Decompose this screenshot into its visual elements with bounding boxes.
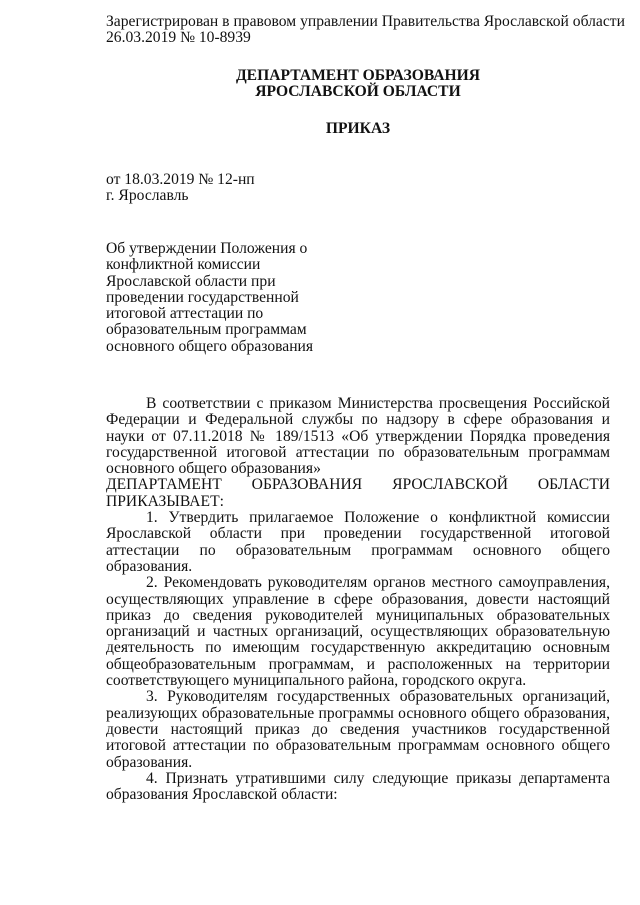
order-subject bbox=[106, 241, 336, 355]
order-item-2: 2. Рекомендовать руководителям органов местного самоуправления, осуществляющих управление в сфере образования, довести настоящий приказ до сведения руководителей муниципальных образовательных организаций и частных организаций, осуществляющих образовательную деятельность по имеющим государственную аккредитацию основным общеобразовательным программам, и расположенных на территории соответствующего муниципального района, городского округа. bbox=[106, 574, 610, 690]
order-city: г. Ярославль bbox=[106, 187, 189, 205]
registration-line-1: Зарегистрирован в правовом управлении Правительства Ярославской области bbox=[106, 13, 625, 30]
order-meta bbox=[106, 172, 255, 205]
department-line-1: ДЕПАРТАМЕНТ ОБРАЗОВАНИЯ bbox=[235, 67, 481, 84]
subject-line: Об утверждении Положения о bbox=[106, 240, 308, 257]
order-body bbox=[106, 396, 610, 803]
subject-line: проведении государственной bbox=[106, 288, 299, 306]
subject-line: конфликтной комиссии bbox=[106, 256, 261, 274]
registration-note bbox=[106, 13, 625, 47]
department-line-2: ЯРОСЛАВСКОЙ ОБЛАСТИ bbox=[255, 83, 461, 101]
registration-line-2: 26.03.2019 № 10-8939 bbox=[106, 29, 251, 47]
decree-paragraph: ДЕПАРТАМЕНТ ОБРАЗОВАНИЯ ЯРОСЛАВСКОЙ ОБЛАСТИ ПРИКАЗЫВАЕТ: bbox=[106, 476, 610, 510]
subject-line: итоговой аттестации по bbox=[106, 305, 264, 323]
subject-line: Ярославской области при bbox=[106, 272, 276, 290]
preamble-paragraph: В соответствии с приказом Министерства просвещения Российской Федерации и Федеральной службы по надзору в сфере образования и науки от 07.11.2018 № 189/1513 «Об утверждении Порядка проведения государственной итоговой аттестации по образовательным программам основного общего образования» bbox=[106, 395, 610, 478]
document-type: ПРИКАЗ bbox=[325, 120, 391, 137]
order-item-4: 4. Признать утратившими силу следующие приказы департамента образования Ярославской области: bbox=[106, 769, 610, 804]
order-item-3: 3. Руководителям государственных образовательных организаций, реализующих образовательные программы основного общего образования, довести настоящий приказ до сведения участников государственной итоговой аттестации по образовательным программам основного общего образования. bbox=[106, 688, 610, 771]
department-header bbox=[0, 68, 640, 101]
order-item-1: 1. Утвердить прилагаемое Положение о конфликтной комиссии Ярославской области при проведении государственной итоговой аттестации по образовательным программам основного общего образования. bbox=[106, 509, 610, 575]
subject-line: основного общего образования bbox=[106, 337, 314, 355]
order-date-number: от 18.03.2019 № 12-нп bbox=[106, 171, 255, 188]
subject-line: образовательным программам bbox=[106, 321, 307, 339]
